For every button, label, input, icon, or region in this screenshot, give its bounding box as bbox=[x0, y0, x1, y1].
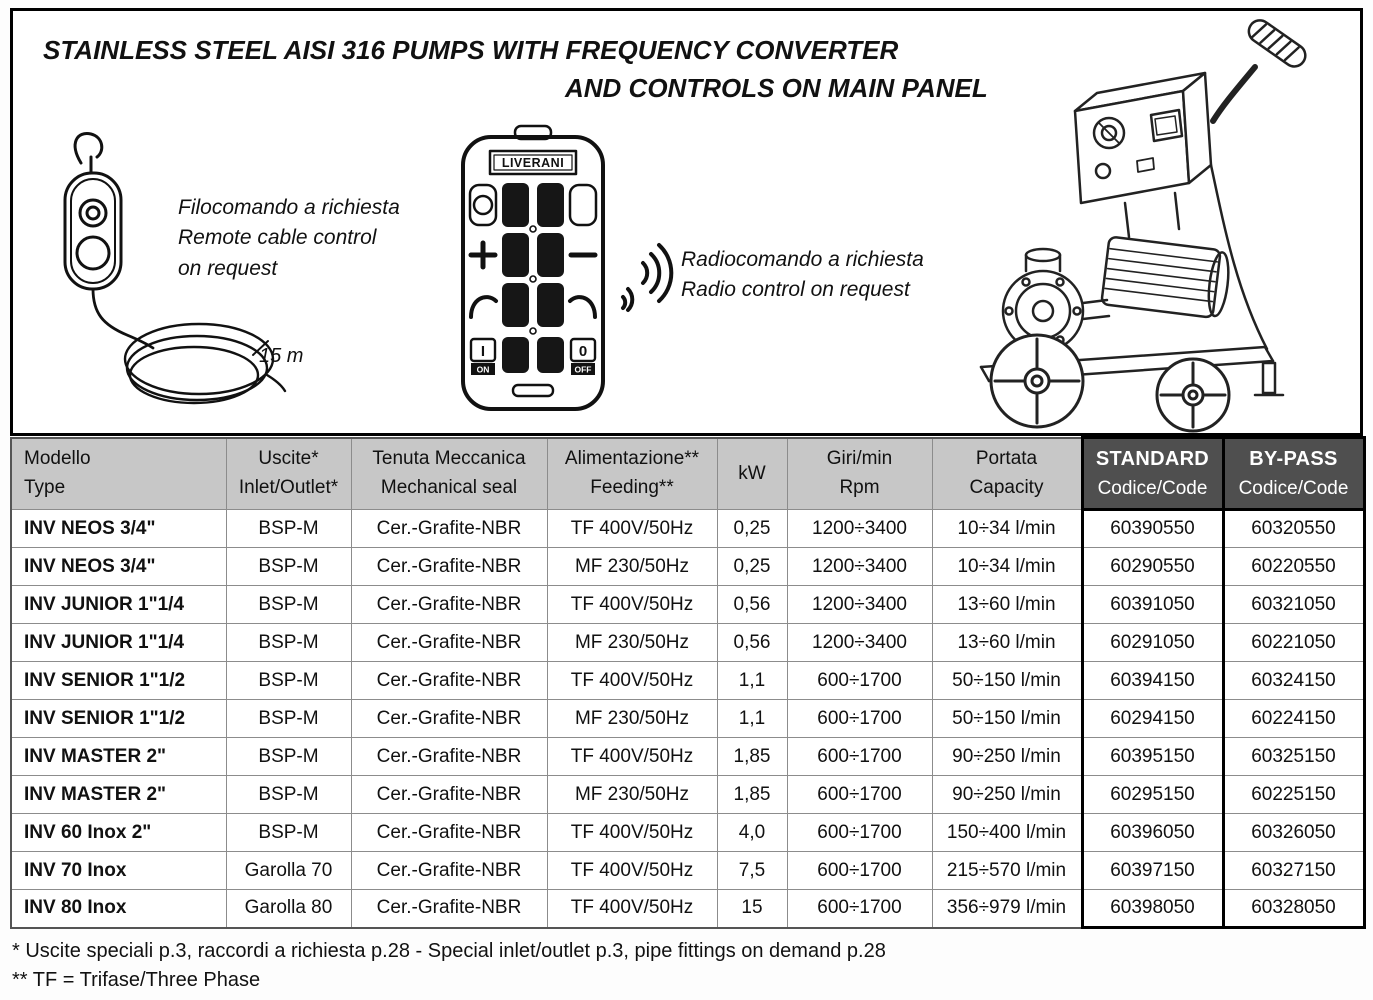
remote-on-sub-label: ON bbox=[476, 364, 490, 375]
cell-inlet-outlet: BSP-M bbox=[226, 510, 351, 548]
cell-mechanical-seal: Cer.-Grafite-NBR bbox=[351, 510, 547, 548]
cell-standard-code: 60295150 bbox=[1082, 776, 1223, 814]
cell-mechanical-seal: Cer.-Grafite-NBR bbox=[351, 662, 547, 700]
hook-icon bbox=[75, 134, 102, 173]
table-row bbox=[11, 510, 1364, 548]
cell-inlet-outlet: BSP-M bbox=[226, 738, 351, 776]
cell-mechanical-seal: Cer.-Grafite-NBR bbox=[351, 738, 547, 776]
cell-rpm: 600÷1700 bbox=[787, 662, 932, 700]
remote-blank-key bbox=[570, 185, 596, 225]
cell-inlet-outlet: Garolla 80 bbox=[226, 890, 351, 928]
cell-feeding: TF 400V/50Hz bbox=[547, 814, 717, 852]
cell-rpm: 1200÷3400 bbox=[787, 510, 932, 548]
remote-dark-keys bbox=[502, 183, 564, 373]
cell-feeding: MF 230/50Hz bbox=[547, 700, 717, 738]
cell-capacity: 10÷34 l/min bbox=[932, 510, 1082, 548]
remote-cable-caption bbox=[178, 193, 400, 284]
cell-standard-code: 60394150 bbox=[1082, 662, 1223, 700]
cell-bypass-code: 60224150 bbox=[1223, 700, 1364, 738]
cell-mechanical-seal: Cer.-Grafite-NBR bbox=[351, 814, 547, 852]
cell-kw: 0,25 bbox=[717, 510, 787, 548]
cell-feeding: MF 230/50Hz bbox=[547, 624, 717, 662]
radio-control-caption-line: Radio control on request bbox=[681, 278, 910, 302]
cell-capacity: 50÷150 l/min bbox=[932, 662, 1082, 700]
cell-feeding: TF 400V/50Hz bbox=[547, 662, 717, 700]
cell-capacity: 356÷979 l/min bbox=[932, 890, 1082, 928]
cell-kw: 0,25 bbox=[717, 548, 787, 586]
curve-left-icon bbox=[471, 297, 496, 317]
cell-feeding: TF 400V/50Hz bbox=[547, 510, 717, 548]
cell-rpm: 600÷1700 bbox=[787, 738, 932, 776]
cell-rpm: 600÷1700 bbox=[787, 852, 932, 890]
cell-kw: 0,56 bbox=[717, 624, 787, 662]
header-line: Capacity bbox=[969, 476, 1044, 498]
cell-bypass-code: 60327150 bbox=[1223, 852, 1364, 890]
page-root bbox=[10, 8, 1363, 995]
cell-feeding: TF 400V/50Hz bbox=[547, 586, 717, 624]
cell-kw: 0,56 bbox=[717, 586, 787, 624]
table-row bbox=[11, 890, 1364, 928]
cell-mechanical-seal: Cer.-Grafite-NBR bbox=[351, 852, 547, 890]
cell-capacity: 90÷250 l/min bbox=[932, 738, 1082, 776]
header-line: Feeding** bbox=[590, 476, 674, 498]
cell-model: INV MASTER 2" bbox=[11, 776, 226, 814]
radio-remote-illustration bbox=[458, 121, 608, 421]
cell-standard-code: 60395150 bbox=[1082, 738, 1223, 776]
header-standard-code bbox=[1082, 438, 1223, 510]
cell-rpm: 600÷1700 bbox=[787, 890, 932, 928]
cell-kw: 1,85 bbox=[717, 776, 787, 814]
cell-mechanical-seal: Cer.-Grafite-NBR bbox=[351, 586, 547, 624]
cell-bypass-code: 60220550 bbox=[1223, 548, 1364, 586]
cell-inlet-outlet: BSP-M bbox=[226, 548, 351, 586]
cell-capacity: 50÷150 l/min bbox=[932, 700, 1082, 738]
cable-length-label: 15 m bbox=[259, 345, 304, 367]
cell-kw: 1,1 bbox=[717, 700, 787, 738]
cell-mechanical-seal: Cer.-Grafite-NBR bbox=[351, 776, 547, 814]
header-portata bbox=[932, 438, 1082, 510]
header-line: Tenuta Meccanica bbox=[372, 448, 526, 470]
cell-model: INV 80 Inox bbox=[11, 890, 226, 928]
footnote-1: * Uscite speciali p.3, raccordi a richiesta p.28 - Special inlet/outlet p.3, pipe fittings on demand p.28 bbox=[12, 940, 886, 962]
header-line: BY-PASS bbox=[1249, 448, 1338, 470]
header-alimentazione bbox=[547, 438, 717, 510]
cell-model: INV 60 Inox 2" bbox=[11, 814, 226, 852]
cell-capacity: 150÷400 l/min bbox=[932, 814, 1082, 852]
cell-model: INV SENIOR 1"1/2 bbox=[11, 700, 226, 738]
cell-inlet-outlet: BSP-M bbox=[226, 814, 351, 852]
cell-bypass-code: 60221050 bbox=[1223, 624, 1364, 662]
footnotes bbox=[10, 937, 1363, 995]
header-line: Mechanical seal bbox=[380, 476, 518, 498]
cell-inlet-outlet: BSP-M bbox=[226, 776, 351, 814]
cell-rpm: 1200÷3400 bbox=[787, 624, 932, 662]
cell-model: INV SENIOR 1"1/2 bbox=[11, 662, 226, 700]
cell-bypass-code: 60225150 bbox=[1223, 776, 1364, 814]
page-title-line1: STAINLESS STEEL AISI 316 PUMPS WITH FREQUENCY CONVERTER bbox=[43, 35, 899, 65]
cell-standard-code: 60390550 bbox=[1082, 510, 1223, 548]
header-line: kW bbox=[738, 462, 766, 484]
header-bypass-code bbox=[1223, 438, 1364, 510]
header-modello bbox=[11, 438, 226, 510]
cell-inlet-outlet: BSP-M bbox=[226, 700, 351, 738]
cell-rpm: 600÷1700 bbox=[787, 814, 932, 852]
cell-standard-code: 60290550 bbox=[1082, 548, 1223, 586]
header-line: Codice/Code bbox=[1097, 477, 1208, 499]
header-giri-min bbox=[787, 438, 932, 510]
table-row bbox=[11, 662, 1364, 700]
table-header bbox=[11, 438, 1364, 510]
cell-model: INV NEOS 3/4" bbox=[11, 510, 226, 548]
cell-model: INV 70 Inox bbox=[11, 852, 226, 890]
table-row bbox=[11, 548, 1364, 586]
cell-capacity: 13÷60 l/min bbox=[932, 624, 1082, 662]
remote-cable-caption-line: Filocomando a richiesta bbox=[178, 196, 400, 219]
header-line: Type bbox=[24, 476, 66, 498]
handle-grip bbox=[1245, 16, 1310, 71]
cell-standard-code: 60398050 bbox=[1082, 890, 1223, 928]
cell-kw: 15 bbox=[717, 890, 787, 928]
header-line: Giri/min bbox=[826, 448, 893, 470]
header-line: Alimentazione** bbox=[564, 448, 700, 470]
cell-feeding: TF 400V/50Hz bbox=[547, 738, 717, 776]
radio-control-caption-line: Radiocomando a richiesta bbox=[681, 248, 924, 271]
cell-capacity: 10÷34 l/min bbox=[932, 548, 1082, 586]
cell-standard-code: 60397150 bbox=[1082, 852, 1223, 890]
radio-control-caption bbox=[681, 245, 924, 306]
page-title-line2: AND CONTROLS ON MAIN PANEL bbox=[565, 73, 988, 103]
footnote-2: ** TF = Trifase/Three Phase bbox=[12, 969, 261, 991]
header-line: Portata bbox=[975, 448, 1038, 470]
cell-kw: 4,0 bbox=[717, 814, 787, 852]
cell-kw: 7,5 bbox=[717, 852, 787, 890]
table-row bbox=[11, 586, 1364, 624]
table-row bbox=[11, 700, 1364, 738]
remote-off-key-label: 0 bbox=[578, 343, 588, 360]
cell-standard-code: 60396050 bbox=[1082, 814, 1223, 852]
table-row bbox=[11, 814, 1364, 852]
cell-rpm: 600÷1700 bbox=[787, 700, 932, 738]
remote-off-sub-label: OFF bbox=[574, 364, 592, 375]
cell-bypass-code: 60321050 bbox=[1223, 586, 1364, 624]
header-line: Codice/Code bbox=[1238, 477, 1349, 499]
cell-inlet-outlet: BSP-M bbox=[226, 624, 351, 662]
pump-illustration bbox=[925, 15, 1360, 437]
header-line: Modello bbox=[24, 448, 91, 470]
table-body bbox=[11, 510, 1364, 928]
top-section bbox=[10, 8, 1363, 436]
cell-bypass-code: 60324150 bbox=[1223, 662, 1364, 700]
table-row bbox=[11, 624, 1364, 662]
cell-model: INV JUNIOR 1"1/4 bbox=[11, 624, 226, 662]
header-kw bbox=[717, 438, 787, 510]
cell-bypass-code: 60320550 bbox=[1223, 510, 1364, 548]
cell-feeding: TF 400V/50Hz bbox=[547, 852, 717, 890]
header-line: STANDARD bbox=[1095, 448, 1210, 470]
header-line: Inlet/Outlet* bbox=[238, 476, 339, 498]
cell-rpm: 1200÷3400 bbox=[787, 548, 932, 586]
cell-kw: 1,1 bbox=[717, 662, 787, 700]
cell-bypass-code: 60325150 bbox=[1223, 738, 1364, 776]
header-line: Rpm bbox=[839, 476, 880, 498]
header-line: Uscite* bbox=[258, 448, 319, 470]
cell-standard-code: 60294150 bbox=[1082, 700, 1223, 738]
cell-inlet-outlet: BSP-M bbox=[226, 662, 351, 700]
cell-capacity: 215÷570 l/min bbox=[932, 852, 1082, 890]
pumps-table bbox=[10, 436, 1366, 929]
table-row bbox=[11, 738, 1364, 776]
cell-rpm: 1200÷3400 bbox=[787, 586, 932, 624]
plus-icon bbox=[471, 243, 495, 267]
cell-rpm: 600÷1700 bbox=[787, 776, 932, 814]
remote-brand-label: LIVERANI bbox=[501, 156, 565, 170]
cell-inlet-outlet: BSP-M bbox=[226, 586, 351, 624]
cell-bypass-code: 60326050 bbox=[1223, 814, 1364, 852]
cell-capacity: 13÷60 l/min bbox=[932, 586, 1082, 624]
table-row bbox=[11, 776, 1364, 814]
cell-mechanical-seal: Cer.-Grafite-NBR bbox=[351, 548, 547, 586]
remote-on-key-label: I bbox=[480, 343, 486, 360]
table-row bbox=[11, 852, 1364, 890]
header-tenuta-meccanica bbox=[351, 438, 547, 510]
cell-mechanical-seal: Cer.-Grafite-NBR bbox=[351, 890, 547, 928]
cell-bypass-code: 60328050 bbox=[1223, 890, 1364, 928]
cell-capacity: 90÷250 l/min bbox=[932, 776, 1082, 814]
cell-standard-code: 60291050 bbox=[1082, 624, 1223, 662]
cell-inlet-outlet: Garolla 70 bbox=[226, 852, 351, 890]
cell-feeding: MF 230/50Hz bbox=[547, 548, 717, 586]
header-uscite bbox=[226, 438, 351, 510]
cell-feeding: MF 230/50Hz bbox=[547, 776, 717, 814]
cell-feeding: TF 400V/50Hz bbox=[547, 890, 717, 928]
cell-model: INV NEOS 3/4" bbox=[11, 548, 226, 586]
remote-cable-caption-line: on request bbox=[178, 256, 278, 280]
cell-standard-code: 60391050 bbox=[1082, 586, 1223, 624]
cell-model: INV MASTER 2" bbox=[11, 738, 226, 776]
remote-cable-caption-line: Remote cable control bbox=[178, 226, 377, 250]
cell-kw: 1,85 bbox=[717, 738, 787, 776]
cell-mechanical-seal: Cer.-Grafite-NBR bbox=[351, 624, 547, 662]
curve-right-icon bbox=[570, 297, 595, 317]
cell-mechanical-seal: Cer.-Grafite-NBR bbox=[351, 700, 547, 738]
cell-model: INV JUNIOR 1"1/4 bbox=[11, 586, 226, 624]
